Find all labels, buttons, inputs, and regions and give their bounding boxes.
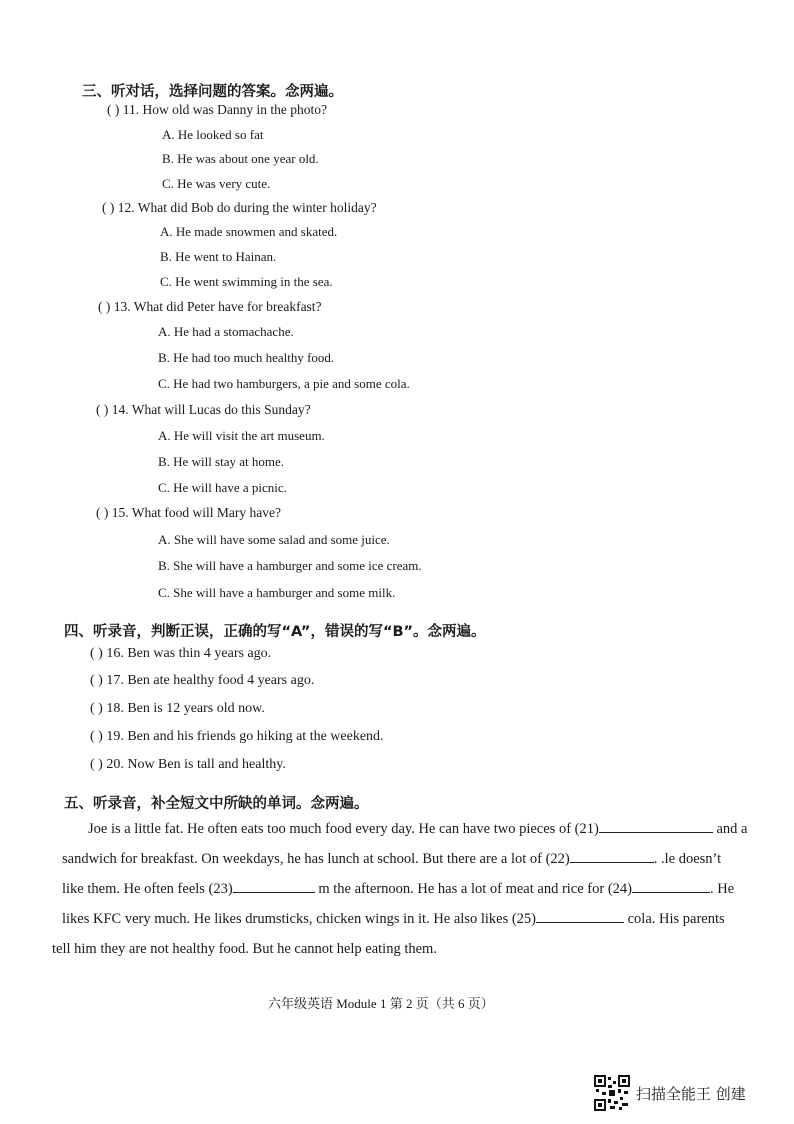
question-text: What did Bob do during the winter holiday? (137, 200, 377, 215)
statement-20 (90, 757, 286, 773)
line-text: . He (709, 881, 735, 897)
option-15-b: B. She will have a hamburger and some ice cream. (158, 558, 422, 573)
line-text: tell him they are not healthy food. But he cannot help eating them. (52, 941, 437, 957)
option-12-b: B. He went to Hainan. (160, 249, 277, 264)
answer-bracket: ( ) 15. (96, 505, 129, 520)
section-3-title: 三、听对话，选择问题的答案。念两遍。 (82, 84, 343, 100)
question-text: What will Lucas do this Sunday? (131, 402, 311, 417)
scanner-watermark: 扫描全能王 创建 (636, 1085, 746, 1103)
line-text: sandwich for breakfast. On weekdays, he has lunch at school. But there are a lot of (22) (62, 851, 570, 867)
line-text: . .le doesn’t (653, 851, 722, 867)
option-14-c: C. He will have a picnic. (158, 480, 287, 495)
qr-code-icon (594, 1075, 630, 1111)
option-11-c: C. He was very cute. (162, 176, 271, 191)
line-text: cola. His parents (627, 911, 725, 927)
answer-bracket: ( ) 12. (102, 200, 135, 215)
option-12-c: C. He went swimming in the sea. (160, 274, 333, 289)
section-4-title: 四、听录音，判断正误，正确的写“A”，错误的写“B”。念两遍。 (64, 624, 486, 640)
blank-22 (570, 850, 654, 863)
answer-bracket: ( ) 14. (96, 402, 129, 417)
paragraph-line-5 (52, 941, 437, 958)
option-15-a: A. She will have some salad and some juice. (158, 532, 390, 547)
answer-bracket: ( ) 13. (98, 299, 131, 314)
option-14-b: B. He will stay at home. (158, 454, 285, 469)
option-11-a: A. He looked so fat (162, 127, 264, 142)
option-11-b: B. He was about one year old. (162, 151, 319, 166)
question-15 (96, 505, 281, 521)
statement-text: Ben is 12 years old now. (127, 701, 265, 716)
line-text: like them. He often feels (23) (62, 881, 233, 897)
option-12-a: A. He made snowmen and skated. (160, 224, 338, 239)
line-text: m the afternoon. He has a lot of meat and rice for (24) (318, 881, 632, 897)
paragraph-line-3 (62, 880, 734, 898)
option-14-a: A. He will visit the art museum. (158, 428, 325, 443)
section-5-title: 五、听录音，补全短文中所缺的单词。念两遍。 (64, 796, 369, 812)
statement-text: Ben was thin 4 years ago. (127, 646, 272, 661)
paragraph-line-4 (62, 910, 725, 928)
statement-text: Ben and his friends go hiking at the weekend. (127, 729, 384, 744)
option-13-a: A. He had a stomachache. (158, 324, 294, 339)
page-footer: 六年级英语 Module 1 第 2 页（共 6 页） (268, 996, 494, 1011)
answer-bracket: ( ) 19. (90, 729, 124, 744)
statement-19 (90, 729, 384, 745)
option-13-c: C. He had two hamburgers, a pie and some cola. (158, 376, 410, 391)
answer-bracket: ( ) 20. (90, 757, 124, 772)
paragraph-line-1 (88, 820, 747, 838)
blank-23 (233, 880, 315, 893)
question-14 (96, 402, 311, 418)
question-text: What food will Mary have? (131, 505, 281, 520)
answer-bracket: ( ) 18. (90, 701, 124, 716)
question-text: What did Peter have for breakfast? (133, 299, 322, 314)
paragraph-line-2 (62, 850, 721, 868)
answer-bracket: ( ) 17. (90, 673, 124, 688)
statement-18 (90, 701, 265, 717)
question-11 (107, 102, 327, 118)
question-13 (98, 299, 322, 315)
blank-21 (599, 820, 713, 833)
option-13-b: B. He had too much healthy food. (158, 350, 335, 365)
question-text: How old was Danny in the photo? (142, 102, 327, 117)
option-15-c: C. She will have a hamburger and some milk. (158, 585, 396, 600)
line-text: Joe is a little fat. He often eats too much food every day. He can have two pieces of (21) (88, 821, 599, 837)
statement-text: Ben ate healthy food 4 years ago. (127, 673, 315, 688)
statement-text: Now Ben is tall and healthy. (127, 757, 286, 772)
line-text: and a (716, 821, 748, 837)
answer-bracket: ( ) 11. (107, 102, 140, 117)
statement-17 (90, 673, 314, 689)
line-text: likes KFC very much. He likes drumsticks, chicken wings in it. He also likes (25) (62, 911, 536, 927)
blank-24 (632, 880, 710, 893)
answer-bracket: ( ) 16. (90, 646, 124, 661)
statement-16 (90, 646, 271, 662)
blank-25 (536, 910, 624, 923)
question-12 (102, 200, 377, 216)
